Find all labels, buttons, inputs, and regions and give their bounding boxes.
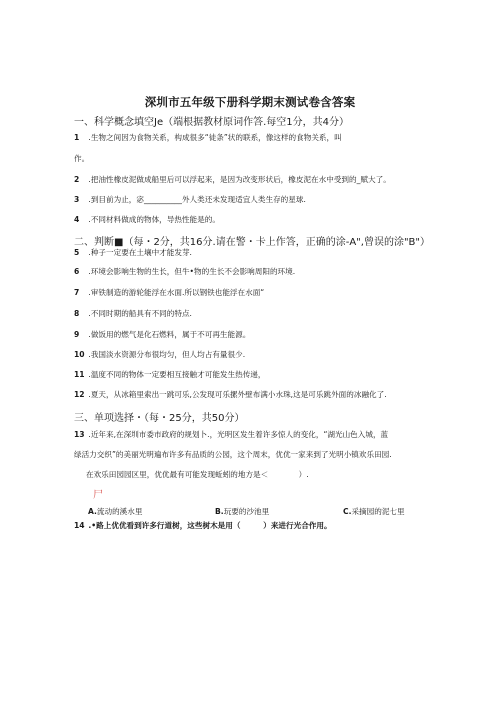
question-1-line-1 <box>74 133 342 143</box>
question-text: 作。 <box>74 154 90 163</box>
section-heading-multiple-choice: 三、单项选择・（每・25分，共50分） <box>74 413 245 424</box>
question-number: 12 <box>74 390 85 399</box>
question-number: 14 <box>74 521 85 530</box>
option-key: B. <box>215 507 224 516</box>
question-number: 10 <box>74 350 85 359</box>
question-number: 6 <box>74 267 80 276</box>
question-13-line-1 <box>74 430 388 440</box>
question-8 <box>74 309 192 319</box>
question-number: 2 <box>74 175 80 184</box>
question-text: .做饭用的燃气是化石燃料，属于不可再生能源。 <box>88 330 251 339</box>
question-13-line-3 <box>86 470 309 480</box>
question-11 <box>74 370 266 380</box>
question-text: .夏天，从冰箱里索出一跳可乐,公发现可乐摞外壁布满小水珠,这是可乐跳外面的冰融化了. <box>88 390 387 399</box>
question-text: .不同材料做成的物体，导热性能是的。 <box>88 215 220 224</box>
option-b[interactable] <box>215 506 269 517</box>
question-text: .审铁制造的游轮能浮在水面.所以钢铁也能浮在水面“ <box>88 288 265 297</box>
option-key: C. <box>343 507 352 516</box>
question-3 <box>74 195 306 205</box>
question-number: 7 <box>74 288 80 297</box>
question-7 <box>74 288 264 298</box>
question-text: .把油性橡皮泥做成船里后可以浮起来，是因为改变形状后，橡皮泥在水中受到的_赋大了。 <box>88 175 391 184</box>
question-12 <box>74 390 387 400</box>
question-text: 绿活力交织”的美丽光明遍布许多有品质的公园，这个周末，优优一家来到了光明小镇欢乐田园. <box>74 450 392 459</box>
question-text: .环境会影响生物的生长，但牛•物的生长不会影响周阳的环境. <box>88 267 296 276</box>
question-text: .不同时期的船具有不同的特点. <box>88 309 192 318</box>
question-2 <box>74 175 391 185</box>
question-10 <box>74 350 245 360</box>
page-title: 深圳市五年级下册科学期末测试卷含答案 <box>144 95 356 109</box>
option-text: 采摘园的泥七里 <box>351 507 405 516</box>
question-number: 8 <box>74 309 80 318</box>
question-text: .种子一定要在土壤中才能发芽. <box>88 248 192 257</box>
question-number: 3 <box>74 195 80 204</box>
option-c[interactable] <box>343 506 405 517</box>
question-4 <box>74 215 220 225</box>
question-5 <box>74 248 192 258</box>
question-14 <box>74 521 332 531</box>
question-1-line-2 <box>74 154 89 164</box>
question-number: 13 <box>74 430 85 439</box>
question-text: .•路上优优看到许多行道树，这些树木是用（ ）来进行光合作用。 <box>88 521 332 530</box>
question-number: 9 <box>74 330 80 339</box>
red-stamp-mark: 尸 <box>93 490 103 501</box>
question-number: 4 <box>74 215 80 224</box>
question-text: .到目前为止，宓__________外人类还未发现适宜人类生存的星球. <box>88 195 306 204</box>
section-heading-true-false: 二、判断■（每・2分，共16分.请在警・卡上作答，正确的涂-A",曾误的涂"B"） <box>74 237 431 248</box>
option-text: 玩要的沙池里 <box>223 507 270 516</box>
option-key: A. <box>88 507 97 516</box>
question-text: 在欢乐田园园区里，优优最有可能发现蚯蚓的地方是＜ ）. <box>86 470 309 479</box>
question-13-line-2 <box>74 450 392 460</box>
question-number: 11 <box>74 370 85 379</box>
section-heading-fill-blank: 一、科学概念填空Je（端根据教材原词作答.每空1分，共4分） <box>74 117 350 128</box>
question-text: .温度不同的物体一定要相互接触才可能发生热传递， <box>88 370 266 379</box>
option-a[interactable] <box>88 506 142 517</box>
question-text: .近年来,在深圳市委市政府的规划卜.，光明区发生着许多惊人的变化，“湖光山色入城，蓝 <box>88 430 389 439</box>
question-9 <box>74 330 250 340</box>
question-number: 5 <box>74 248 80 257</box>
question-number: 1 <box>74 133 80 142</box>
question-6 <box>74 267 295 277</box>
question-text: .我国淡水资源分布很均匀，但人均占有量很少. <box>88 350 246 359</box>
question-text: .生物之间因为食物关系，构成很多“徒条”状的联系，像这样的食物关系，叫 <box>88 133 342 142</box>
option-text: 流动的溪水里 <box>96 507 143 516</box>
